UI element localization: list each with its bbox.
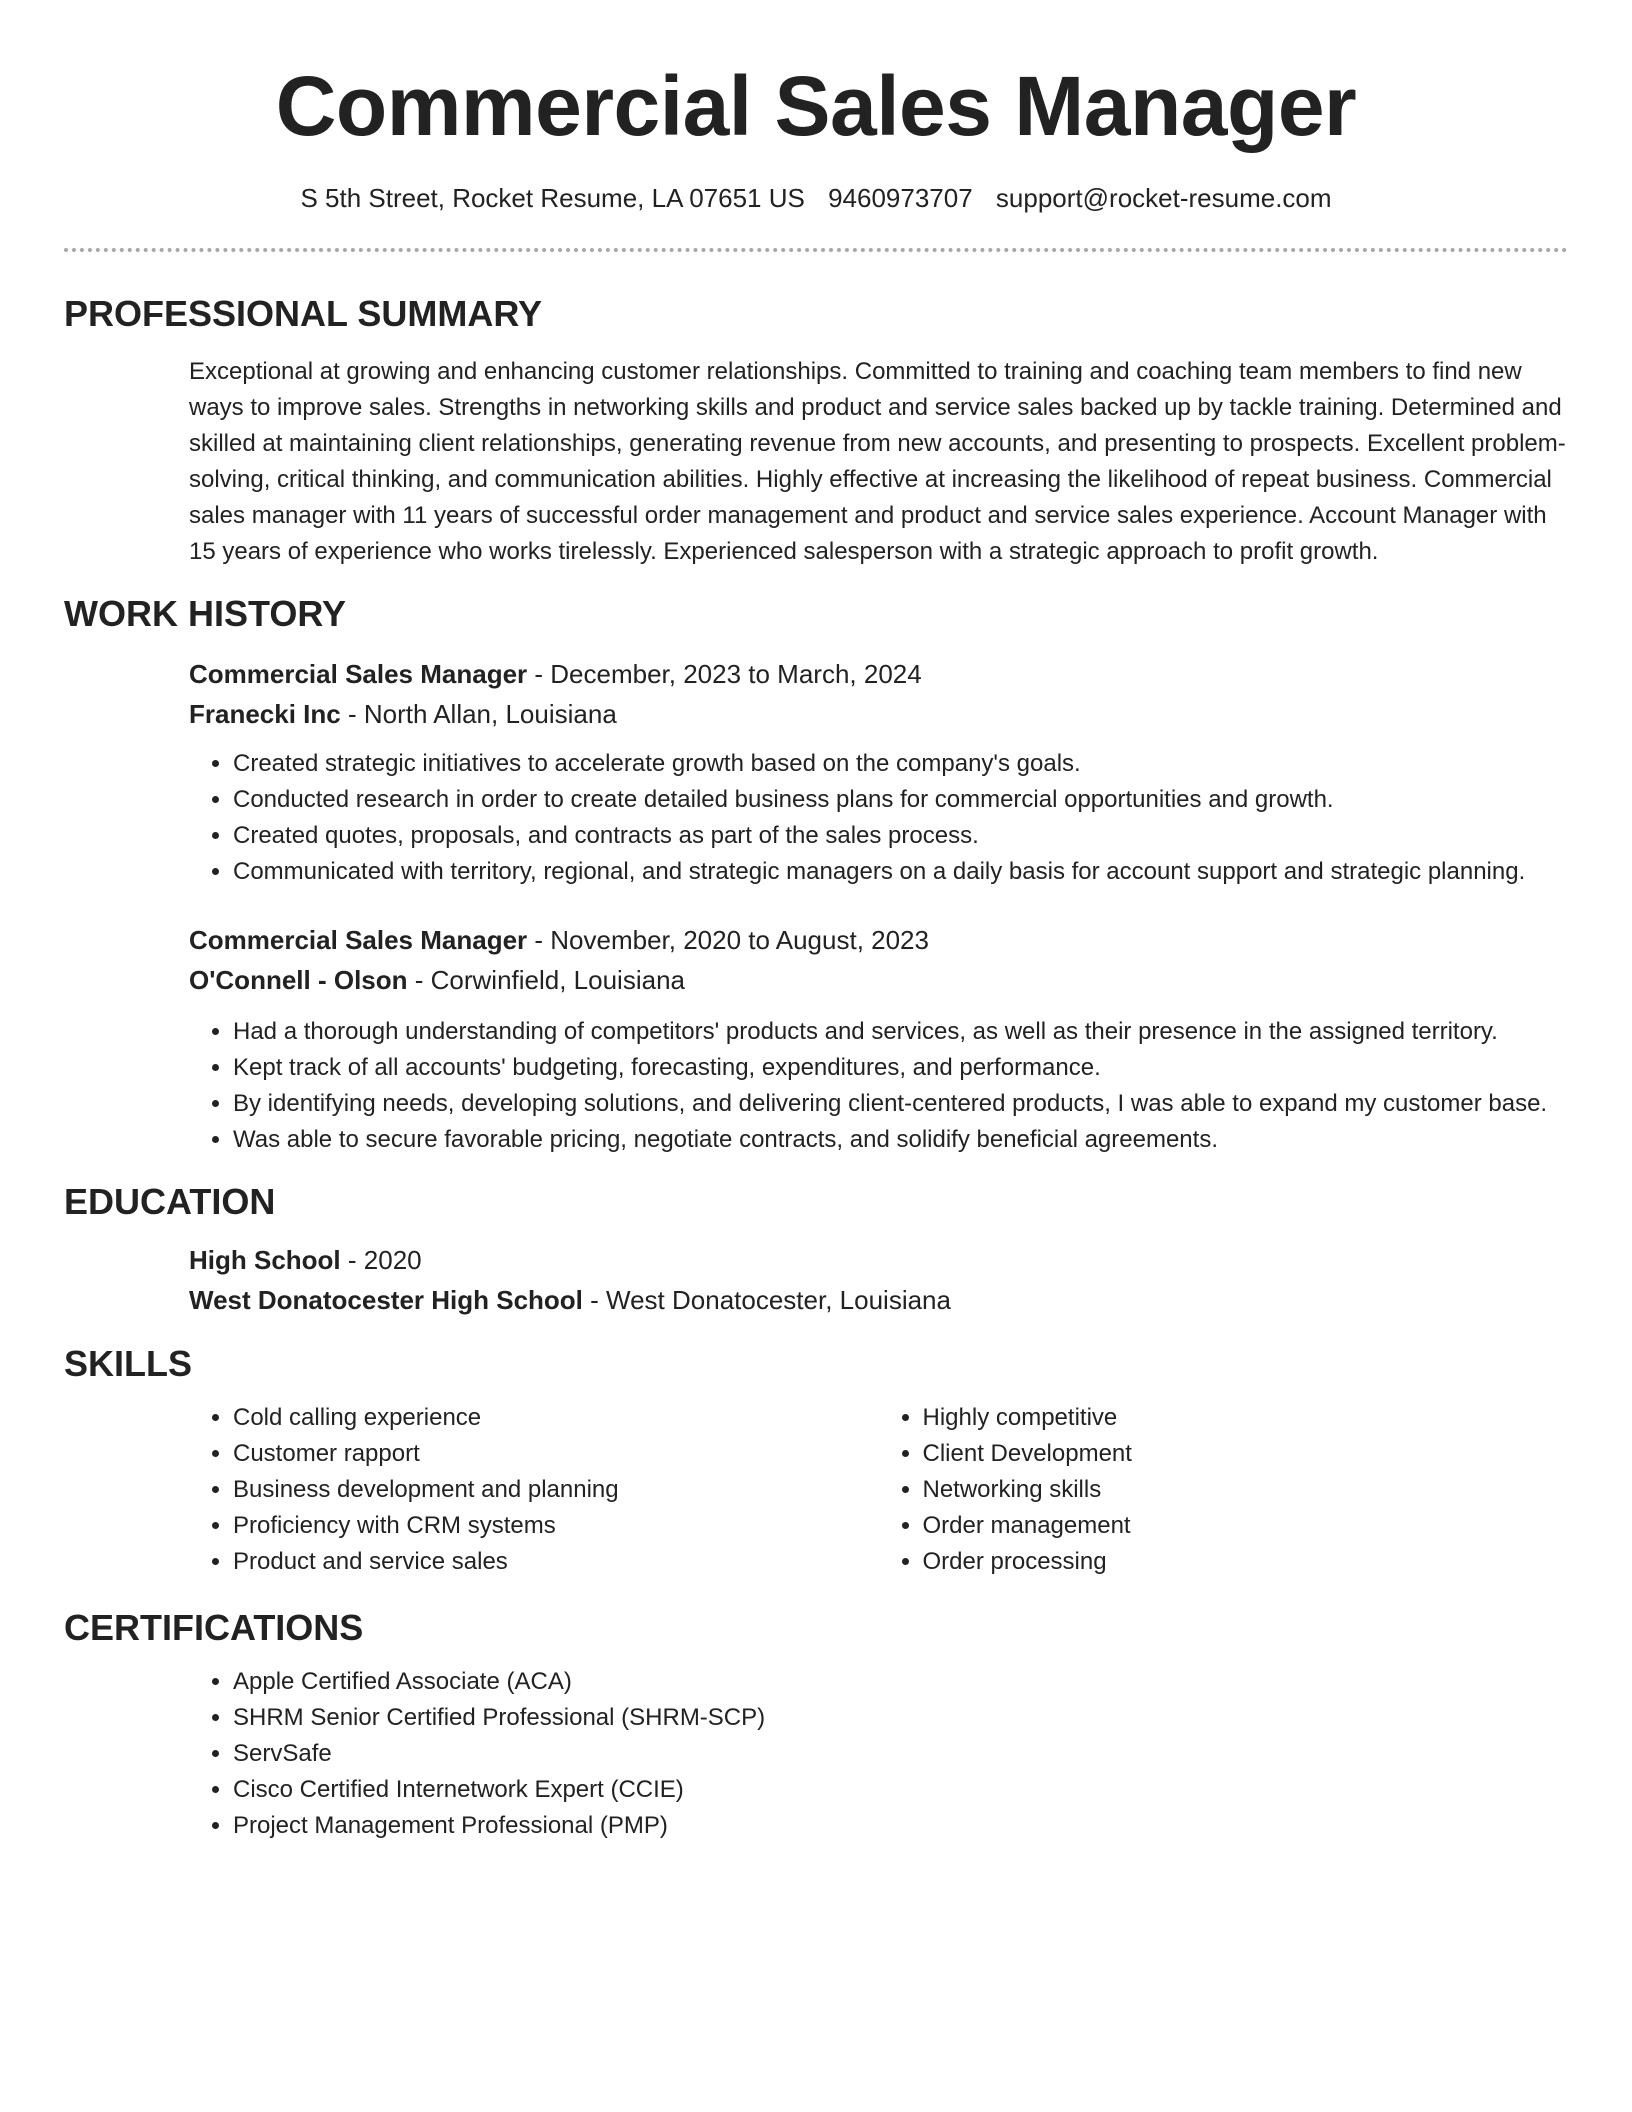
certification-item: • Cisco Certified Internetwork Expert (CCIE): [233, 1772, 1568, 1808]
skills-list-left: [189, 1400, 879, 1580]
education-section: [189, 1240, 1568, 1320]
job-bullet: • Conducted research in order to create detailed business plans for commercial opportunities and growth.: [233, 782, 1568, 818]
contact-address: S 5th Street, Rocket Resume, LA 07651 US: [300, 183, 805, 213]
education-year: - 2020: [340, 1245, 422, 1275]
job-bullet: • Communicated with territory, regional, and strategic managers on a daily basis for account support and strategic planning.: [233, 854, 1568, 890]
job-role: Commercial Sales Manager: [189, 659, 528, 689]
job-dates: - November, 2020 to August, 2023: [527, 925, 929, 955]
certifications-heading: CERTIFICATIONS: [64, 1607, 364, 1648]
job-bullet: • Created strategic initiatives to accelerate growth based on the company's goals.: [233, 746, 1568, 782]
job-company-line: [189, 694, 1568, 734]
job-dates: - December, 2023 to March, 2024: [527, 659, 922, 689]
skill-item: • Product and service sales: [233, 1544, 879, 1580]
job-bullet: • Created quotes, proposals, and contracts as part of the sales process.: [233, 818, 1568, 854]
job-title-line: [189, 654, 1568, 694]
education-school: West Donatocester High School: [189, 1285, 583, 1315]
job-role: Commercial Sales Manager: [189, 925, 528, 955]
skills-list-right: [879, 1400, 1569, 1580]
work-history-section: [189, 654, 1568, 1158]
summary-heading: PROFESSIONAL SUMMARY: [64, 293, 543, 334]
skill-item: • Networking skills: [923, 1472, 1569, 1508]
job-location: - North Allan, Louisiana: [340, 699, 617, 729]
certifications-list: [189, 1664, 1568, 1844]
certification-item: • ServSafe: [233, 1736, 1568, 1772]
education-degree-line: [189, 1240, 1568, 1280]
resume-page: [64, 0, 1568, 1844]
job-company-line: [189, 960, 1568, 1000]
education-school-line: [189, 1280, 1568, 1320]
contact-line: [64, 182, 1568, 214]
skill-item: • Customer rapport: [233, 1436, 879, 1472]
job-company: O'Connell - Olson: [189, 965, 408, 995]
summary-text: Exceptional at growing and enhancing customer relationships. Committed to training and coaching team members to find new ways to improve sales. Strengths in networking skills and product and service sales backed up by tackle training. Determined and skilled at maintaining client relationships, generating revenue from new accounts, and presenting to prospects. Excellent problem-solving, critical thinking, and communication abilities. Highly effective at increasing the likelihood of repeat business. Commercial sales manager with 11 years of successful order management and product and service sales experience. Account Manager with 15 years of experience who works tirelessly. Experienced salesperson with a strategic approach to profit growth.: [189, 358, 1566, 565]
skill-item: • Order processing: [923, 1544, 1569, 1580]
job-location: - Corwinfield, Louisiana: [407, 965, 685, 995]
job-bullet: • Kept track of all accounts' budgeting, forecasting, expenditures, and performance.: [233, 1050, 1568, 1086]
header-divider: [64, 248, 1568, 252]
job-title-line: [189, 920, 1568, 960]
job-bullet: • Had a thorough understanding of competitors' products and services, as well as their presence in the assigned territory.: [233, 1014, 1568, 1050]
skill-item: • Order management: [923, 1508, 1569, 1544]
job-entry: [189, 920, 1568, 1158]
skill-item: • Highly competitive: [923, 1400, 1569, 1436]
job-entry: [189, 654, 1568, 890]
skill-item: • Proficiency with CRM systems: [233, 1508, 879, 1544]
resume-name: Commercial Sales Manager: [275, 59, 1357, 153]
certifications-section: [189, 1664, 1568, 1844]
education-location: - West Donatocester, Louisiana: [582, 1285, 951, 1315]
skill-item: • Cold calling experience: [233, 1400, 879, 1436]
job-bullet: • By identifying needs, developing solutions, and delivering client-centered products, I was able to expand my customer base.: [233, 1086, 1568, 1122]
job-bullet: • Was able to secure favorable pricing, negotiate contracts, and solidify beneficial agreements.: [233, 1122, 1568, 1158]
certification-item: • Apple Certified Associate (ACA): [233, 1664, 1568, 1700]
skill-item: • Business development and planning: [233, 1472, 879, 1508]
summary-section: [189, 354, 1568, 570]
job-bullets: [189, 1014, 1568, 1158]
contact-email: support@rocket-resume.com: [995, 183, 1332, 213]
job-company: Franecki Inc: [189, 699, 341, 729]
skills-section: [189, 1400, 1568, 1580]
education-heading: EDUCATION: [64, 1181, 276, 1222]
education-degree: High School: [189, 1245, 341, 1275]
skills-heading: SKILLS: [64, 1343, 193, 1384]
work-history-heading: WORK HISTORY: [64, 593, 347, 634]
job-bullets: [189, 746, 1568, 890]
certification-item: • Project Management Professional (PMP): [233, 1808, 1568, 1844]
certification-item: • SHRM Senior Certified Professional (SHRM-SCP): [233, 1700, 1568, 1736]
skill-item: • Client Development: [923, 1436, 1569, 1472]
contact-phone: 9460973707: [828, 183, 973, 213]
